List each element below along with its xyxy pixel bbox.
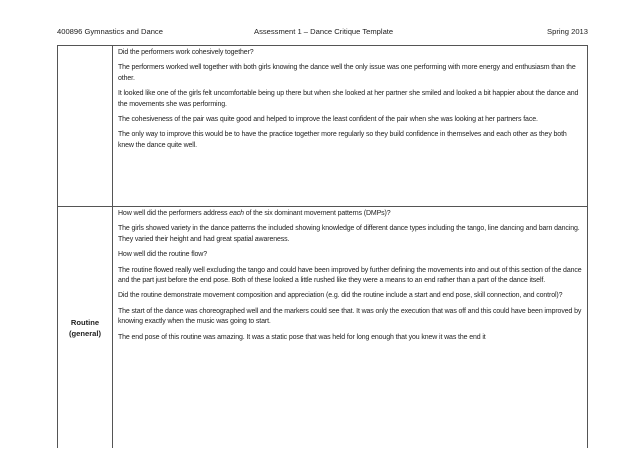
table-row — [58, 46, 588, 207]
question-text: How well did the performers address — [118, 210, 230, 217]
row-label: Routine — [70, 317, 100, 327]
answer-paragraph: The performers worked well together with both girls knowing the dance well the only issue was one performing with more energy and enthusiasm than the other. — [118, 64, 576, 82]
question-text: of the six dominant movement patterns (DMPs)? — [243, 210, 391, 217]
page-header — [57, 27, 588, 39]
question-emphasis: each — [229, 210, 244, 217]
answer-paragraph: The girls showed variety in the dance patterns the included showing knowledge of different dance types including the tango, line dancing and barn dancing. They varied their height and had great spatial awareness. — [118, 225, 580, 243]
table-row — [58, 207, 588, 449]
semester: Spring 2013 — [547, 27, 588, 36]
question-composition: Did the routine demonstrate movement composition and appreciation (e.g. did the routine include a start and end pose, skill connection, and control)? — [118, 292, 563, 300]
row-label-cell — [58, 46, 113, 207]
answer-paragraph: It looked like one of the girls felt uncomfortable being up there but when she looked at her partner she smiled and looked a bit happier about the dance and the movements she was performing. — [118, 90, 579, 108]
question-dmps — [118, 209, 582, 219]
course-code: 400896 Gymnastics and Dance — [57, 27, 163, 36]
document-title: Assessment 1 – Dance Critique Template — [254, 27, 394, 36]
question-flow: How well did the routine flow? — [118, 251, 208, 259]
row-content-cell — [113, 207, 588, 449]
row-label-cell — [58, 207, 113, 449]
answer-paragraph: The cohesiveness of the pair was quite good and helped to improve the least confident of the pair when she was looking at her partners face. — [118, 116, 538, 124]
answer-paragraph: The routine flowed really well excluding the tango and could have been improved by further defining the movements into and out of this section of the dance and the part just before the end pose. Both of these looked a little rushed like they were a means to an end rather than a part of the dance itself. — [118, 266, 582, 285]
answer-paragraph: The start of the dance was choreographed well and the markers could see that. It was only the execution that was off and this could have been improved by knowing exactly when the music was going to start. — [118, 307, 582, 326]
row-content-cell — [113, 46, 588, 207]
answer-paragraph: The end pose of this routine was amazing. It was a static pose that was held for long enough that you knew it was the end it — [118, 333, 486, 341]
critique-table — [57, 45, 588, 448]
question-cohesion: Did the performers work cohesively together? — [118, 49, 254, 56]
row-label-sub: (general) — [68, 328, 102, 338]
answer-paragraph: The only way to improve this would be to have the practice together more regularly so they build confidence in themselves and each other as they both knew the dance quite well. — [118, 131, 567, 149]
